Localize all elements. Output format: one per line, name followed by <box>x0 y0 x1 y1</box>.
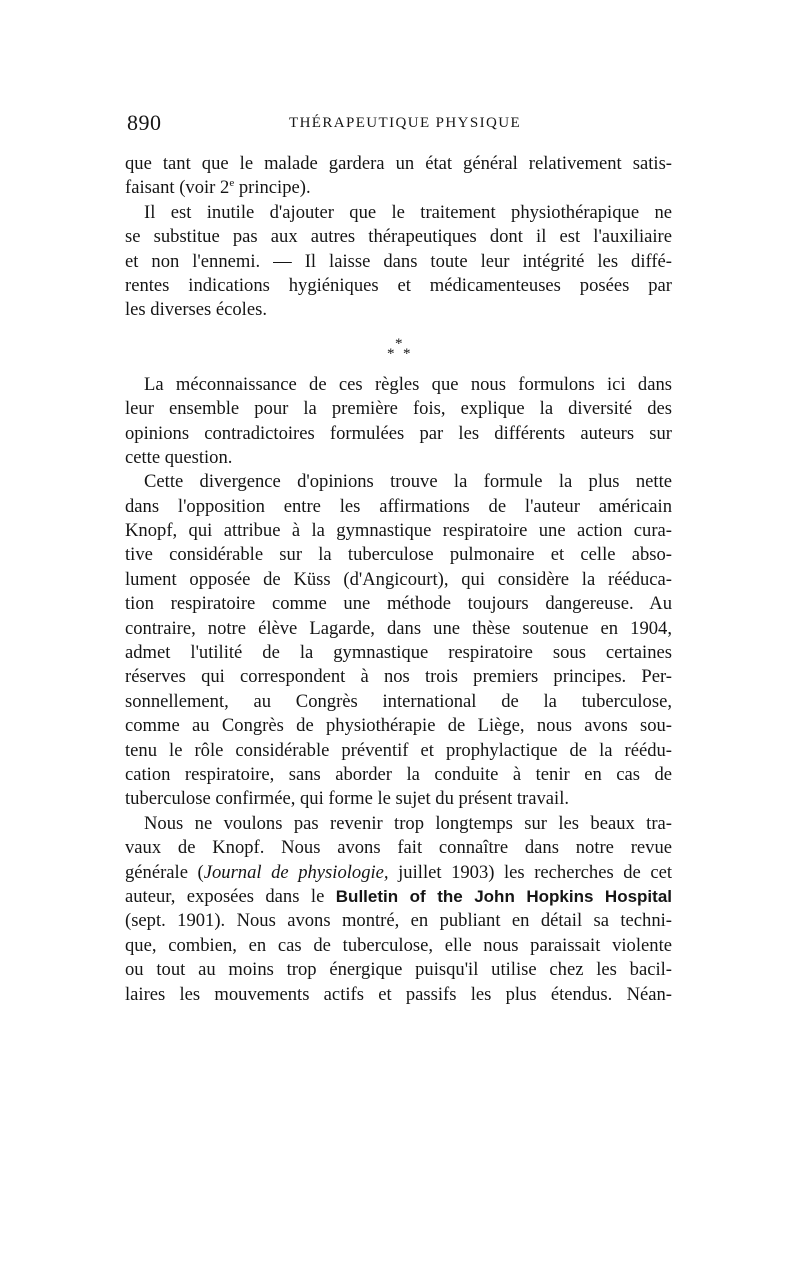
bulletin-title: Bulletin of the John Hopkins Hospital <box>335 886 672 906</box>
text-line: tenu le rôle considérable préventif et prophylactique de la réédu- <box>125 739 672 761</box>
body-text <box>125 152 672 1007</box>
text-line: tuberculose confirmée, qui forme le sujet du présent travail. <box>125 788 570 810</box>
text-line: Nous ne voulons pas revenir trop longtemps sur les beaux tra- <box>144 812 672 834</box>
text-line: cation respiratoire, sans aborder la conduite à tenir en cas de <box>125 763 672 785</box>
text-line: opinions contradictoires formulées par les différents auteurs sur <box>125 422 672 444</box>
text-line: leur ensemble pour la première fois, explique la diversité des <box>125 398 672 420</box>
asterism-star: * <box>387 345 395 362</box>
page-header <box>127 110 672 140</box>
text-line: auteur, exposées dans le Bulletin of the John Hopkins Hospital <box>125 885 672 907</box>
text-line: laires les mouvements actifs et passifs les plus étendus. Néan- <box>125 983 672 1005</box>
text-line: Cette divergence d'opinions trouve la formule la plus nette <box>144 471 672 493</box>
text-line: que, combien, en cas de tuberculose, elle nous paraissait violente <box>125 934 672 956</box>
text-line: ou tout au moins trop énergique puisqu'il utilise chez les bacil- <box>125 959 672 981</box>
text-line: et non l'ennemi. — Il laisse dans toute leur intégrité les diffé- <box>125 250 672 272</box>
text-line: lument opposée de Küss (d'Angicourt), qui considère la rééduca- <box>125 568 672 590</box>
asterism-star: * <box>403 345 411 362</box>
text-line: Il est inutile d'ajouter que le traitement physiothérapique ne <box>144 201 672 223</box>
text-line: contraire, notre élève Lagarde, dans une thèse soutenue en 1904, <box>125 617 672 639</box>
text-line: tion respiratoire comme une méthode toujours dangereuse. Au <box>125 593 672 615</box>
text-line: tive considérable sur la tuberculose pulmonaire et celle abso- <box>125 544 672 566</box>
text-line: admet l'utilité de la gymnastique respiratoire sous certaines <box>125 642 672 664</box>
text-line: se substitue pas aux autres thérapeutiques dont il est l'auxiliaire <box>125 226 672 248</box>
text-line: faisant (voir 2e principe). <box>125 177 311 199</box>
text-line: cette question. <box>125 446 233 468</box>
text-line: réserves qui correspondent à nos trois premiers principes. Per- <box>125 666 672 688</box>
text-line: Knopf, qui attribue à la gymnastique respiratoire une action cura- <box>125 520 672 542</box>
page-number: 890 <box>127 110 162 135</box>
text-line: rentes indications hygiéniques et médicamenteuses posées par <box>125 274 672 296</box>
text-line: sonnellement, au Congrès international de la tuberculose, <box>125 690 672 712</box>
text-line: (sept. 1901). Nous avons montré, en publiant en détail sa techni- <box>125 910 672 932</box>
journal-title: Journal de physiologie, <box>203 861 389 883</box>
text-line: comme au Congrès de physiothérapie de Liège, nous avons sou- <box>125 715 672 737</box>
text-line: dans l'opposition entre les affirmations de l'auteur américain <box>125 495 672 517</box>
text-line: les diverses écoles. <box>125 299 267 321</box>
superscript: e <box>229 177 235 190</box>
text-line: vaux de Knopf. Nous avons fait connaître dans notre revue <box>125 837 672 859</box>
asterism-separator <box>125 323 672 373</box>
running-title: THÉRAPEUTIQUE PHYSIQUE <box>289 115 522 131</box>
text-line: La méconnaissance de ces règles que nous formulons ici dans <box>144 373 672 395</box>
text-line: que tant que le malade gardera un état général relativement satis- <box>125 153 672 174</box>
asterism-star: * <box>395 335 403 352</box>
text-line: générale (Journal de physiologie, juillet 1903) les recherches de cet <box>125 861 673 883</box>
